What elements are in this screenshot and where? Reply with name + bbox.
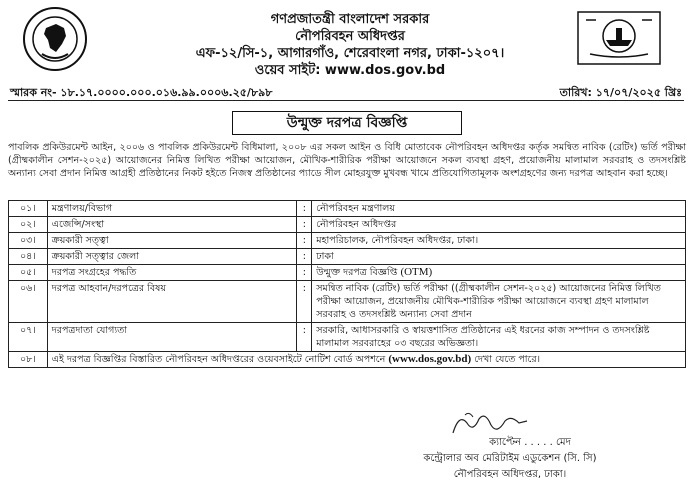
row-separator: : bbox=[297, 217, 312, 233]
row-item: এজেন্সি/সংস্থা bbox=[47, 217, 297, 233]
row-item: মন্ত্রণালয়/বিভাগ bbox=[47, 201, 297, 217]
row-separator: : bbox=[297, 201, 312, 217]
row-serial: ০৭। bbox=[9, 323, 48, 352]
intro-paragraph: পাবলিক প্রকিউরমেন্ট আইন, ২০০৬ ও পাবলিক প্রকিউরমেন্ট বিধিমালা, ২০০৮ এর সকল আইন ও বিধি মোতাবেক নৌপরিবহন অধিদপ্তর কর্তৃক সমন্বিত নাবিক (রেটিং) ভর্তি পরীক্ষা (গ্রীষ্মকালীন সেশন-২০২৫) আয়োজনের নিমিত্ত লিখিত পরীক্ষা আয়োজন, মৌখিক-শারীরিক পরীক্ষা আয়োজনে সকল ব্যবস্থা গ্রহণ, প্রয়োজনীয় মালামাল সরবরাহ ও তদসংশ্লিষ্ট অন্যান্য সেবা প্রদান নিমিত্ত আগ্রহী প্রতিষ্ঠানের নিকট হইতে নিজস্ব প্রতিষ্ঠানের প্যাডে সীল মোহরযুক্ত মুখবন্ধ খামে প্রতিযোগিতামূলক অংশগ্রহণের জন্য দরপত্র আহবান করা হচ্ছে। bbox=[8, 142, 686, 179]
department-name: নৌপরিবহন অধিদপ্তর bbox=[295, 29, 405, 44]
website-line: ওয়েব সাইট: www.dos.gov.bd bbox=[254, 63, 446, 78]
row-item: ক্রয়কারী সত্ত্বা bbox=[47, 233, 297, 249]
tender-details-table bbox=[8, 200, 686, 368]
row-value: নৌপরিবহন অধিদপ্তর bbox=[312, 217, 686, 233]
signatory-office: নৌপরিবহন অধিদপ্তর, ঢাকা। bbox=[453, 469, 567, 480]
row-serial: ০৩। bbox=[9, 233, 48, 249]
notice-title: উন্মুক্ত দরপত্র বিজ্ঞপ্তি bbox=[232, 111, 462, 135]
table-row bbox=[9, 233, 686, 249]
signatory-title: কন্ট্রোলার অব মেরিটাইম এডুকেশন (সি. সি) bbox=[423, 453, 597, 464]
table-row bbox=[9, 352, 686, 368]
notice-date: তারিখ: ১৭/০৭/২০২৫ খ্রিঃ bbox=[559, 86, 682, 99]
table-row bbox=[9, 249, 686, 265]
row-separator: : bbox=[297, 281, 312, 323]
reference-row bbox=[8, 82, 684, 101]
website-note-text: এই দরপত্র বিজ্ঞপ্তির বিস্তারিত নৌপরিবহন অধিদপ্তরের ওয়েবসাইটে নোটিশ বোর্ড অপশনে bbox=[51, 354, 386, 365]
table-row bbox=[9, 281, 686, 323]
row-value: ঢাকা bbox=[312, 249, 686, 265]
table-row bbox=[9, 265, 686, 281]
row-separator: : bbox=[297, 265, 312, 281]
signatory-name: ক্যাপ্টেন . . . . . মেদ bbox=[489, 437, 571, 448]
row-item: দরপত্র সংগ্রহের পদ্ধতি bbox=[47, 265, 297, 281]
row-serial: ০৫। bbox=[9, 265, 48, 281]
table-row bbox=[9, 323, 686, 352]
website-note-suffix: দেখা যেতে পারে। bbox=[474, 354, 540, 365]
website-link[interactable]: (www.dos.gov.bd) bbox=[388, 353, 472, 365]
row-separator: : bbox=[297, 323, 312, 352]
row-item: দরপত্রদাতা যোগ্যতা bbox=[47, 323, 297, 352]
government-name: গণপ্রজাতন্ত্রী বাংলাদেশ সরকার bbox=[270, 12, 430, 27]
tender-method-text: উন্মুক্ত দরপত্র বিজ্ঞপ্তি bbox=[316, 267, 398, 278]
government-seal-logo bbox=[22, 6, 88, 72]
row-full-text bbox=[47, 352, 685, 368]
row-separator: : bbox=[297, 233, 312, 249]
table-row bbox=[9, 201, 686, 217]
memo-number: স্মারক নং- ১৮.১৭.০০০০.০০০.০১৬.৯৯.০০০৬.২৫/৮৯৮ bbox=[10, 86, 273, 99]
row-value: সরকারি, আধাসরকারি ও স্বায়ত্তশাসিত প্রতিষ্ঠানের এই ধরনের কাজ সম্পাদন ও তদসংশ্লিষ্ট মালামাল সরবরাহের ০৩ বছরের অভিজ্ঞতা। bbox=[312, 323, 686, 352]
tender-method-code: (OTM) bbox=[400, 266, 433, 278]
row-value: নৌপরিবহন মন্ত্রণালয় bbox=[312, 201, 686, 217]
row-serial: ০৬। bbox=[9, 281, 48, 323]
table-row bbox=[9, 217, 686, 233]
row-serial: ০১। bbox=[9, 201, 48, 217]
row-item: ক্রয়কারী সত্ত্বার জেলা bbox=[47, 249, 297, 265]
row-value bbox=[312, 265, 686, 281]
ship-emblem-logo bbox=[576, 10, 662, 66]
department-address: এফ-১২/সি-১, আগারগাঁও, শেরেবাংলা নগর, ঢাকা-১২০৭। bbox=[195, 46, 505, 61]
row-separator: : bbox=[297, 249, 312, 265]
row-serial: ০৪। bbox=[9, 249, 48, 265]
row-item: দরপত্র আহবান/দরপত্রের বিষয় bbox=[47, 281, 297, 323]
row-value: মহাপরিচালক, নৌপরিবহন অধিদপ্তর, ঢাকা। bbox=[312, 233, 686, 249]
row-value: সমন্বিত নাবিক (রেটিং) ভর্তি পরীক্ষা ((গ্রীষ্মকালীন সেশন-২০২৫) আয়োজনের নিমিত্ত লিখিত পরীক্ষা আয়োজন, প্রয়োজনীয় মৌখিক-শারীরিক পরীক্ষা আয়োজনে ব্যবস্থা গ্রহণ মালামাল সরবরাহ ও তদসংশ্লিষ্ট অন্যান্য সেবা প্রদান bbox=[312, 281, 686, 323]
row-serial: ০২। bbox=[9, 217, 48, 233]
row-serial: ০৮। bbox=[9, 352, 48, 368]
